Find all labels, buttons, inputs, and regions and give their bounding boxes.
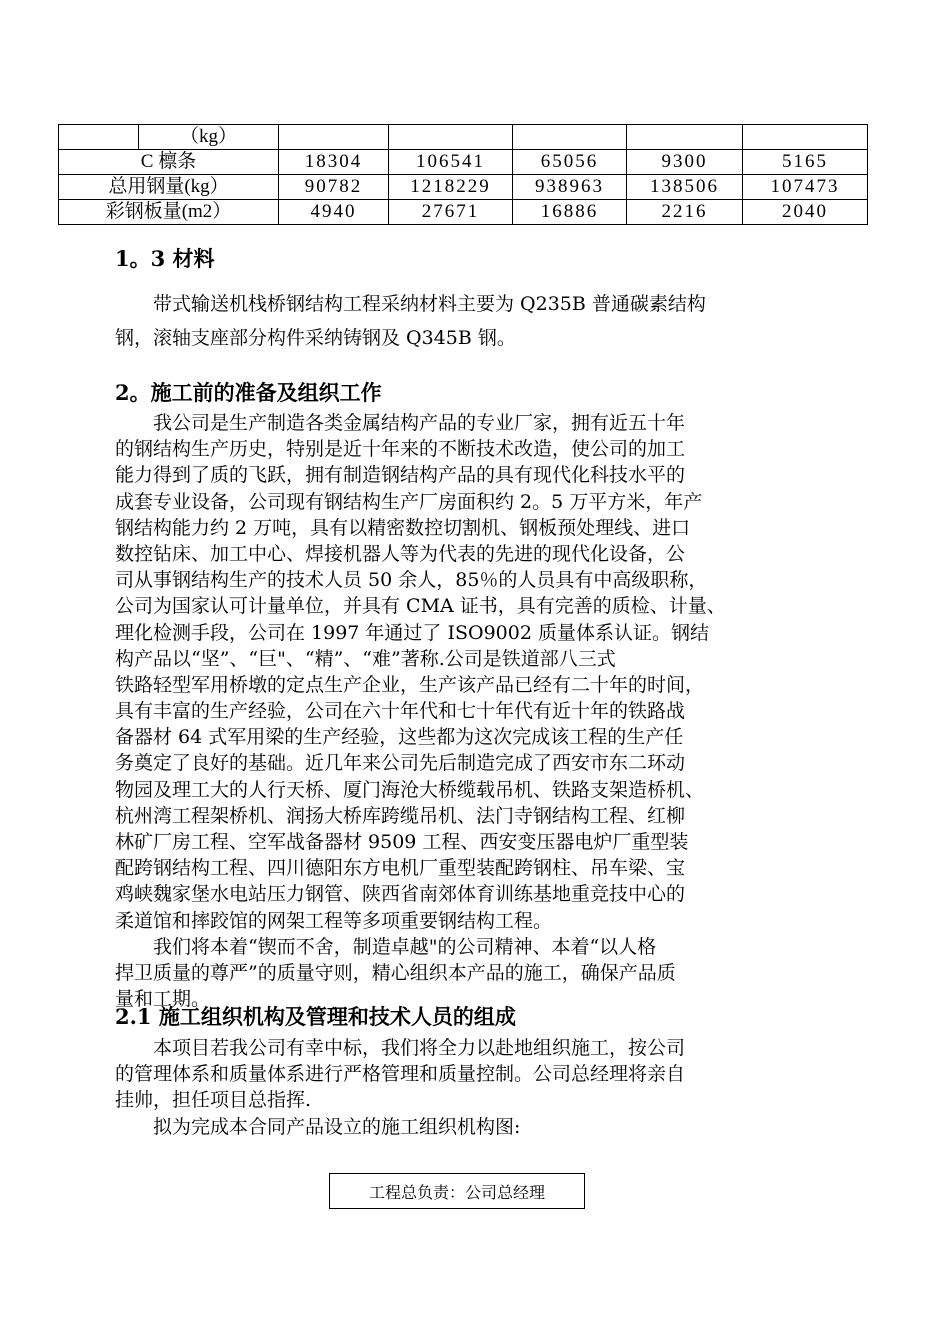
text-line: 柔道馆和摔跤馆的网架工程等多项重要钢结构工程。 xyxy=(115,909,553,932)
table-cell xyxy=(627,125,743,150)
text-line: 成套专业设备，公司现有钢结构生产厂房面积约 2。5 万平方米，年产 xyxy=(115,490,703,513)
section-2-1-heading: 2.1 施工组织机构及管理和技术人员的组成 xyxy=(115,1004,516,1029)
text-line: 公司为国家认可计量单位，并具有 CMA 证书，具有完善的质检、计量、 xyxy=(115,595,726,618)
text-line: 钢结构能力约 2 万吨，具有以精密数控切割机、钢板预处理线、进口 xyxy=(115,516,691,539)
section-2-body xyxy=(115,410,850,1012)
text-line: 构产品以“坚”、“巨"、“精”、“难”著称.公司是铁道部八三式 xyxy=(115,647,616,670)
table-cell xyxy=(389,125,513,150)
text-line: 本项目若我公司有幸中标，我们将全力以赴地组织施工，按公司 xyxy=(115,1037,686,1059)
text-line: 捍卫质量的尊严”的质量守则，精心组织本产品的施工，确保产品质 xyxy=(115,961,676,984)
table-cell: 2040 xyxy=(743,200,868,225)
table-cell: 138506 xyxy=(627,175,743,200)
text-line: 挂帅，担任项目总指挥. xyxy=(115,1089,312,1112)
table-row xyxy=(59,175,868,200)
text-line: 务奠定了良好的基础。近几年来公司先后制造完成了西安市东二环动 xyxy=(115,752,686,775)
table-cell: 18304 xyxy=(279,150,389,175)
text-line: 能力得到了质的飞跃，拥有制造钢结构产品的具有现代化科技水平的 xyxy=(115,464,686,487)
table-row-label: C 檩条 xyxy=(59,150,279,175)
table-row xyxy=(59,200,868,225)
text-line: 备器材 64 式军用梁的生产经验，这些都为这次完成该工程的生产任 xyxy=(115,726,684,749)
text-line: 我们将本着“锲而不舍，制造卓越"的公司精神、本着“以人格 xyxy=(115,935,657,958)
table-cell: 16886 xyxy=(513,200,627,225)
table-cell: 2216 xyxy=(627,200,743,225)
table-cell: 4940 xyxy=(279,200,389,225)
section-2-heading: 2。施工前的准备及组织工作 xyxy=(115,380,382,405)
org-chart-top-box: 工程总负责：公司总经理 xyxy=(329,1173,585,1209)
table-cell xyxy=(59,125,139,150)
text-line: 配跨钢结构工程、四川德阳东方电机厂重型装配跨钢柱、吊车梁、宝 xyxy=(115,857,686,880)
text-line: 物园及理工大的人行天桥、厦门海沧大桥缆载吊机、铁路支架造桥机、 xyxy=(115,778,705,801)
table-cell: 65056 xyxy=(513,150,627,175)
table-cell: 27671 xyxy=(389,200,513,225)
text-line: 钢，滚轴支座部分构件采纳铸钢及 Q345B 钢。 xyxy=(115,327,516,349)
text-line: 林矿厂房工程、空军战备器材 9509 工程、西安变压器电炉厂重型装 xyxy=(115,831,689,853)
section-1-3-body xyxy=(115,287,850,355)
table-cell: 107473 xyxy=(743,175,868,200)
text-line: 数控钻床、加工中心、焊接机器人等为代表的先进的现代化设备，公 xyxy=(115,542,686,565)
text-line: 司从事钢结构生产的技术人员 50 余人，85％的人员具有中高级职称， xyxy=(115,569,708,592)
table-cell: 1218229 xyxy=(389,175,513,200)
table-cell: 9300 xyxy=(627,150,743,175)
text-line: 杭州湾工程架桥机、润扬大桥库跨缆吊机、法门寺钢结构工程、红柳 xyxy=(115,804,686,827)
table-cell xyxy=(279,125,389,150)
section-2-1-body xyxy=(115,1035,850,1140)
table-cell: 938963 xyxy=(513,175,627,200)
table-row xyxy=(59,125,868,150)
text-line: 我公司是生产制造各类金属结构产品的专业厂家，拥有近五十年 xyxy=(115,412,686,434)
table-cell: 90782 xyxy=(279,175,389,200)
section-1-3-heading: 1。3 材料 xyxy=(115,246,215,271)
text-line: 量和工期。 xyxy=(115,988,211,1011)
text-line: 鸡峡魏家堡水电站压力钢管、陕西省南郊体育训练基地重竞技中心的 xyxy=(115,883,686,906)
text-line: 理化检测手段，公司在 1997 年通过了 ISO9002 质量体系认证。钢结 xyxy=(115,621,709,644)
steel-quantity-table xyxy=(58,124,868,225)
table-cell xyxy=(743,125,868,150)
table-row-label: 总用钢量(kg） xyxy=(59,175,279,200)
text-line: 铁路轻型军用桥墩的定点生产企业，生产该产品已经有二十年的时间， xyxy=(115,673,705,696)
table-cell: 106541 xyxy=(389,150,513,175)
table-row-label: （kg） xyxy=(139,125,279,150)
table-cell xyxy=(513,125,627,150)
table-cell: 5165 xyxy=(743,150,868,175)
text-line: 拟为完成本合同产品设立的施工组织机构图: xyxy=(115,1115,521,1138)
text-line: 带式输送机栈桥钢结构工程采纳材料主要为 Q235B 普通碳素结构 xyxy=(115,293,706,315)
text-line: 具有丰富的生产经验，公司在六十年代和七十年代有近十年的铁路战 xyxy=(115,700,686,723)
text-line: 的钢结构生产历史，特别是近十年来的不断技术改造，使公司的加工 xyxy=(115,438,686,461)
table-row xyxy=(59,150,868,175)
text-line: 的管理体系和质量体系进行严格管理和质量控制。公司总经理将亲自 xyxy=(115,1063,686,1086)
table-row-label: 彩钢板量(m2） xyxy=(59,200,279,225)
